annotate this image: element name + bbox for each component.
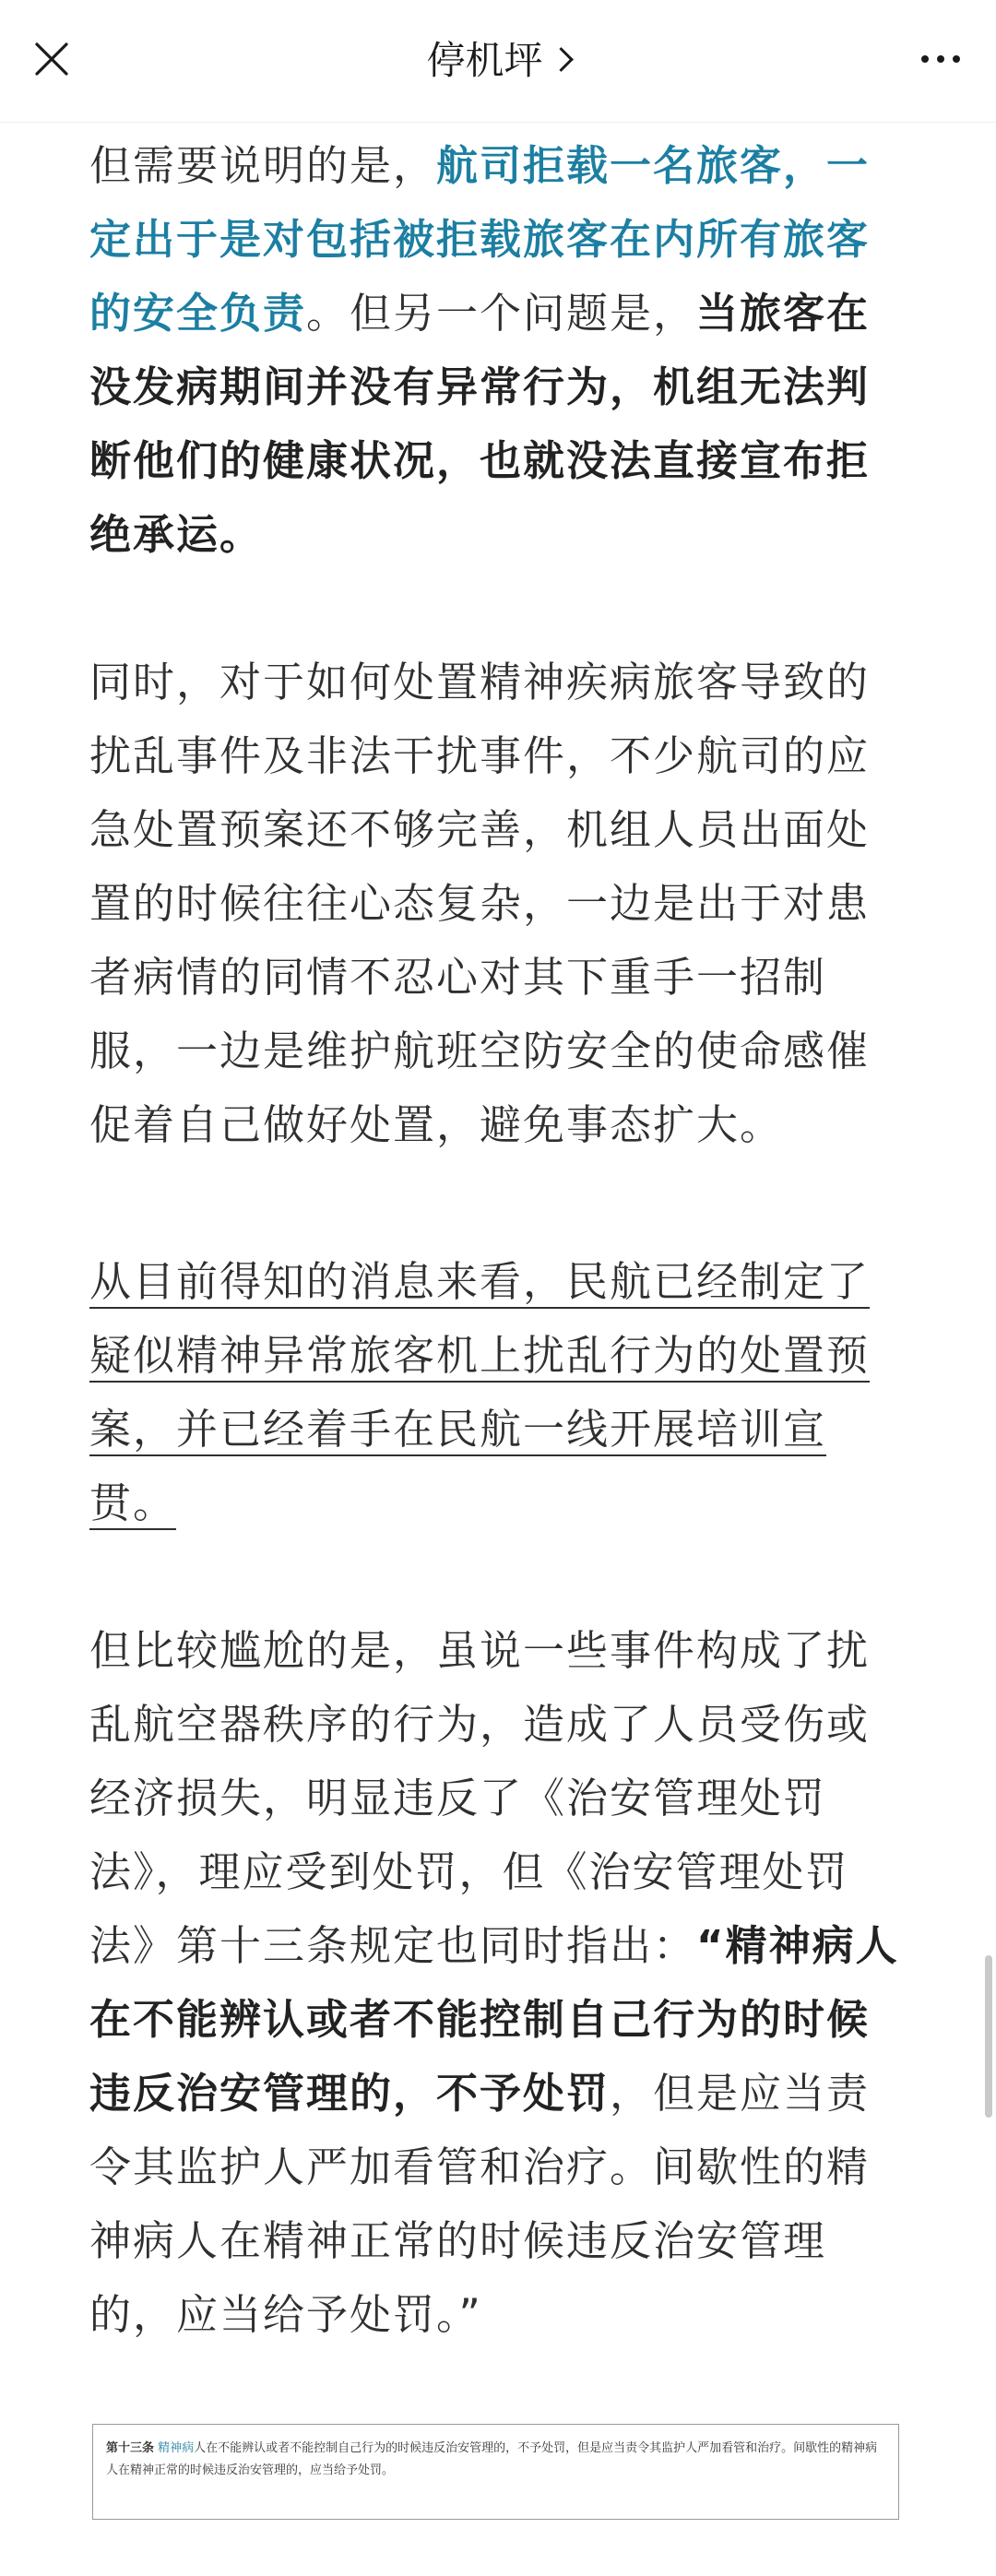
scrollbar[interactable]	[985, 1955, 992, 2118]
paragraph-1-middle: 。但另一个问题是，	[306, 289, 697, 338]
top-navigation-bar	[0, 0, 996, 123]
law-excerpt-image	[92, 2424, 899, 2520]
law-article-text: 人在不能辨认或者不能控制自己行为的时候违反治安管理的，不予处罚，但是应当责令其监护人严加看管和治疗。间歇性的精神病人在精神正常的时候违反治安管理的，应当给予处罚。	[106, 2441, 878, 2477]
paragraph-1	[89, 129, 910, 572]
more-dots-icon[interactable]	[911, 33, 970, 85]
paragraph-4-bold-quote: “精神病人在不能辨认或者不能控制自己行为的时候违反治安管理的，不予处罚	[89, 1921, 899, 2118]
law-term-link[interactable]: 精神病	[158, 2441, 195, 2455]
paragraph-4	[89, 1614, 910, 2352]
paragraph-3	[89, 1245, 910, 1540]
paragraph-1-bold: 当旅客在没发病期间并没有异常行为，机组无法判断他们的健康状况，也就没法直接宣布拒绝承运。	[89, 289, 871, 559]
law-article-number: 第十三条	[106, 2441, 155, 2455]
paragraph-4-intro: 但比较尴尬的是，虽说一些事件构成了扰乱航空器秩序的行为，造成了人员受伤或经济损失，明显违反了《治安管理处罚法》，理应受到处罚，但《治安管理处罚法》第十三条规定也同时指出：	[89, 1626, 871, 1970]
paragraph-1-intro: 但需要说明的是，	[89, 141, 437, 190]
paragraph-3-underlined: 从目前得知的消息来看，民航已经制定了疑似精神异常旅客机上扰乱行为的处置预案，并已经着手在民航一线开展培训宣贯。	[89, 1257, 871, 1527]
paragraph-1-highlight: 航司拒载一名旅客，一定出于是对包括被拒载旅客在内所有旅客的安全负责	[89, 141, 871, 338]
account-name-link[interactable]	[0, 35, 996, 87]
paragraph-4-tail: ，但是应当责令其监护人严加看管和治疗。间歇性的精神病人在精神正常的时候违反治安管理的，应当给予处罚。”	[89, 2069, 871, 2339]
account-name[interactable]: 停机坪	[426, 38, 543, 83]
paragraph-2: 同时，对于如何处置精神疾病旅客导致的扰乱事件及非法干扰事件，不少航司的应急处置预案还不够完善，机组人员出面处置的时候往往心态复杂，一边是出于对患者病情的同情不忍心对其下重手一招制服，一边是维护航班空防安全的使命感催促着自己做好处置，避免事态扩大。	[89, 658, 871, 1149]
chevron-right-icon	[549, 47, 574, 72]
